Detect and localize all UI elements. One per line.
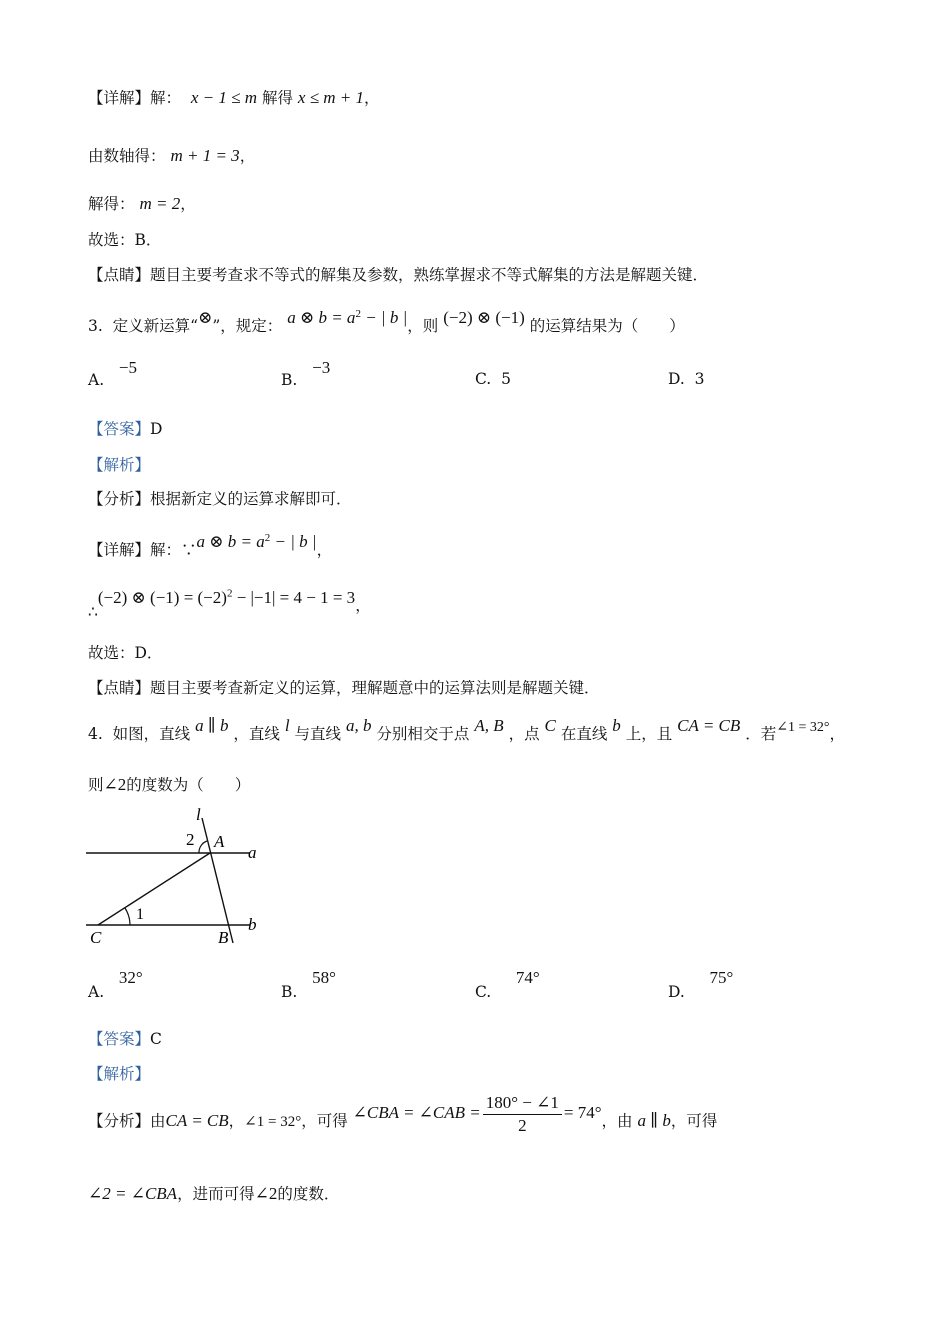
q3-answer-line bbox=[88, 417, 162, 441]
q4-fraction bbox=[483, 1092, 562, 1137]
q3-detail-rule-a: a ⊗ b = a bbox=[196, 532, 265, 552]
q3-stem-d: 的运算结果为（ ） bbox=[529, 317, 685, 336]
q4-e10: ∠2 bbox=[103, 775, 127, 794]
label-l: l bbox=[196, 805, 201, 824]
q4-an-e2: ∠1 = 32° bbox=[244, 1114, 302, 1130]
q3-calc-post: ， bbox=[355, 596, 371, 615]
q3-analyze-text: 根据新定义的运算求解即可． bbox=[150, 490, 352, 508]
q3-option-b-value: −3 bbox=[312, 358, 331, 377]
q2-comment-line bbox=[88, 263, 708, 287]
q3-stem-b: ”，规定： bbox=[212, 317, 283, 336]
label-C: C bbox=[90, 928, 102, 947]
q3-rule-b: − | b | bbox=[360, 308, 408, 328]
q3-calc-b: − |−1| = 4 − 1 = 3 bbox=[232, 587, 356, 607]
q2-axis-post: ， bbox=[239, 147, 256, 165]
q3-analyze-line bbox=[88, 487, 352, 511]
q2-solve-line bbox=[88, 192, 196, 216]
q4-s1: 如图，直线 bbox=[112, 725, 191, 743]
q4-s7: 上，且 bbox=[625, 725, 673, 743]
q2-detail-line bbox=[88, 86, 380, 110]
q2-axis-expr: m + 1 = 3 bbox=[170, 146, 240, 165]
q3-option-c-letter: C. bbox=[475, 370, 492, 388]
q4-e5: C bbox=[544, 716, 556, 735]
q2-detail-post: ， bbox=[364, 89, 380, 107]
q4-e8: ∠1 = 32° bbox=[776, 720, 830, 735]
q4-s6: 在直线 bbox=[560, 725, 608, 743]
q4-option-b bbox=[281, 968, 336, 1002]
q4-analyze-line bbox=[88, 1092, 718, 1145]
q4-fraction-num: 180° − ∠1 bbox=[483, 1092, 562, 1115]
q4-option-b-value: 58° bbox=[312, 968, 336, 987]
q4-s3: 与直线 bbox=[294, 725, 342, 743]
label-1: 1 bbox=[136, 906, 144, 923]
q4-option-d bbox=[668, 968, 734, 1002]
q3-stem-c: ，则 bbox=[407, 317, 439, 336]
q3-option-a-value: −5 bbox=[118, 358, 137, 377]
q2-detail-expr2: x ≤ m + 1 bbox=[297, 88, 365, 107]
q3-comment-label: 【点睛】 bbox=[88, 679, 151, 697]
q3-number: 3. bbox=[88, 317, 103, 336]
q3-option-d bbox=[668, 370, 705, 388]
q3-expr: (−2) ⊗ (−1) bbox=[443, 308, 525, 328]
q4-e6: b bbox=[612, 716, 621, 735]
label-B: B bbox=[218, 928, 229, 947]
q4-option-a bbox=[88, 968, 143, 1002]
q4-option-d-value: 75° bbox=[709, 968, 734, 987]
q4-analysis-label: 【解析】 bbox=[88, 1065, 151, 1083]
q4-s8: ．若 bbox=[745, 725, 777, 743]
q2-detail-pre: 解： bbox=[150, 89, 182, 107]
q4-an-e4: a ∥ b bbox=[637, 1111, 671, 1130]
q3-rule-exp: 2 bbox=[355, 308, 361, 320]
label-2: 2 bbox=[186, 830, 195, 849]
q3-stem bbox=[88, 310, 685, 338]
q3-detail-pre: 解：∵ bbox=[150, 541, 197, 560]
q4-e2: l bbox=[284, 716, 290, 735]
q4-an-e5: ∠2 = ∠CBA bbox=[88, 1184, 178, 1203]
q3-calc-exp: 2 bbox=[226, 587, 233, 599]
q4-option-c bbox=[475, 968, 540, 1002]
label-A: A bbox=[214, 832, 225, 851]
q3-option-a bbox=[88, 358, 137, 390]
q4-option-d-letter: D. bbox=[668, 983, 685, 1001]
q4-an-6: ，进而可得 bbox=[177, 1185, 255, 1203]
q3-analysis-label: 【解析】 bbox=[88, 456, 151, 474]
q4-answer-value: C bbox=[150, 1030, 162, 1048]
q3-option-b-letter: B. bbox=[281, 371, 298, 389]
q4-s2: ，直线 bbox=[233, 725, 280, 743]
q3-analyze-label: 【分析】 bbox=[88, 490, 151, 508]
angle-2-arc bbox=[199, 841, 207, 853]
q3-detail-line bbox=[88, 534, 332, 562]
q4-answer-label: 【答案】 bbox=[88, 1030, 151, 1048]
q4-option-c-letter: C. bbox=[475, 983, 492, 1001]
q4-an-e6: ∠2 bbox=[254, 1184, 278, 1203]
q4-s11: 的度数为（ ） bbox=[126, 776, 251, 794]
q4-s10: 则 bbox=[88, 776, 104, 794]
q3-option-d-letter: D. bbox=[668, 370, 685, 388]
q4-an-3: ，可得 bbox=[301, 1112, 348, 1130]
q4-e1: a ∥ b bbox=[195, 716, 229, 735]
q4-e7: CA = CB bbox=[677, 716, 741, 735]
q3-option-c bbox=[475, 370, 511, 388]
q4-option-a-value: 32° bbox=[118, 968, 143, 987]
q3-option-b bbox=[281, 358, 331, 390]
q4-an-e3a: ∠CBA = ∠CAB = bbox=[352, 1103, 481, 1122]
q3-comment-line bbox=[88, 676, 600, 700]
q3-answer-value: D bbox=[150, 420, 163, 438]
q4-number: 4. bbox=[88, 725, 103, 743]
q2-solve-pre: 解得： bbox=[88, 195, 135, 213]
q4-an-1: 由 bbox=[150, 1112, 166, 1130]
q3-stem-a: 定义新运算“ bbox=[112, 317, 199, 336]
q3-detail-rule-b: − | b | bbox=[270, 532, 317, 552]
q4-an-4: ，由 bbox=[601, 1112, 633, 1130]
q4-s5: ，点 bbox=[508, 725, 540, 743]
q4-an-5: ，可得 bbox=[670, 1112, 718, 1130]
q2-detail-mid: 解得 bbox=[261, 89, 293, 107]
q3-comment-text: 题目主要考查新定义的运算，理解题意中的运算法则是解题关键． bbox=[150, 679, 600, 697]
q4-option-a-letter: A. bbox=[88, 983, 105, 1001]
q3-choice: 故选：D． bbox=[88, 644, 163, 662]
q4-stem-line2 bbox=[88, 773, 250, 797]
q3-option-a-letter: A. bbox=[88, 371, 105, 389]
label-b: b bbox=[248, 915, 257, 934]
q4-s9: ， bbox=[829, 725, 845, 743]
q3-detail-rule-exp: 2 bbox=[264, 532, 271, 544]
angle-1-arc bbox=[125, 908, 130, 925]
q3-detail-label: 【详解】 bbox=[88, 541, 151, 560]
q4-e4: A, B bbox=[474, 716, 504, 735]
q4-fraction-den: 2 bbox=[518, 1115, 527, 1135]
q2-comment-text: 题目主要考查求不等式的解集及参数，熟练掌握求不等式解集的方法是解题关键． bbox=[150, 266, 709, 284]
q3-calc-a: (−2) ⊗ (−1) = (−2) bbox=[97, 587, 227, 607]
q4-option-b-letter: B. bbox=[281, 983, 298, 1001]
q2-detail-expr1: x − 1 ≤ m bbox=[190, 88, 258, 107]
q4-e3: a, b bbox=[345, 716, 372, 735]
q4-answer-line bbox=[88, 1027, 162, 1051]
q3-therefore: ∴ bbox=[88, 602, 98, 621]
q2-solve-post: ， bbox=[180, 195, 196, 213]
q3-option-d-value: 3 bbox=[694, 370, 705, 388]
segment-ca bbox=[98, 853, 210, 925]
q3-option-c-value: 5 bbox=[501, 370, 511, 388]
q4-an-e3b: = 74° bbox=[563, 1103, 602, 1122]
q4-stem-line1 bbox=[88, 716, 845, 748]
q4-an-7: 的度数． bbox=[277, 1185, 340, 1203]
q4-an-e1: CA = CB bbox=[165, 1111, 229, 1130]
q4-analyze-label: 【分析】 bbox=[88, 1112, 151, 1130]
q4-analyze-line2 bbox=[88, 1182, 339, 1206]
q3-calc-line bbox=[88, 587, 371, 621]
q3-rule-a: a ⊗ b = a bbox=[287, 308, 356, 328]
q2-axis-pre: 由数轴得： bbox=[88, 147, 166, 165]
q2-axis-line bbox=[88, 144, 255, 168]
q4-s4: 分别相交于点 bbox=[376, 725, 470, 743]
q2-solve-expr: m = 2 bbox=[139, 194, 181, 213]
q3-op-symbol: ⊗ bbox=[198, 308, 213, 328]
q2-comment-label: 【点睛】 bbox=[88, 266, 151, 284]
q4-an-2: ， bbox=[228, 1112, 245, 1130]
q2-detail-label: 【详解】 bbox=[88, 89, 151, 107]
q4-option-c-value: 74° bbox=[515, 968, 540, 987]
label-a: a bbox=[248, 843, 257, 862]
q4-figure bbox=[80, 800, 280, 950]
q3-detail-post: ， bbox=[316, 541, 333, 560]
q2-choice: 故选：B． bbox=[88, 231, 162, 249]
q3-answer-label: 【答案】 bbox=[88, 420, 151, 438]
